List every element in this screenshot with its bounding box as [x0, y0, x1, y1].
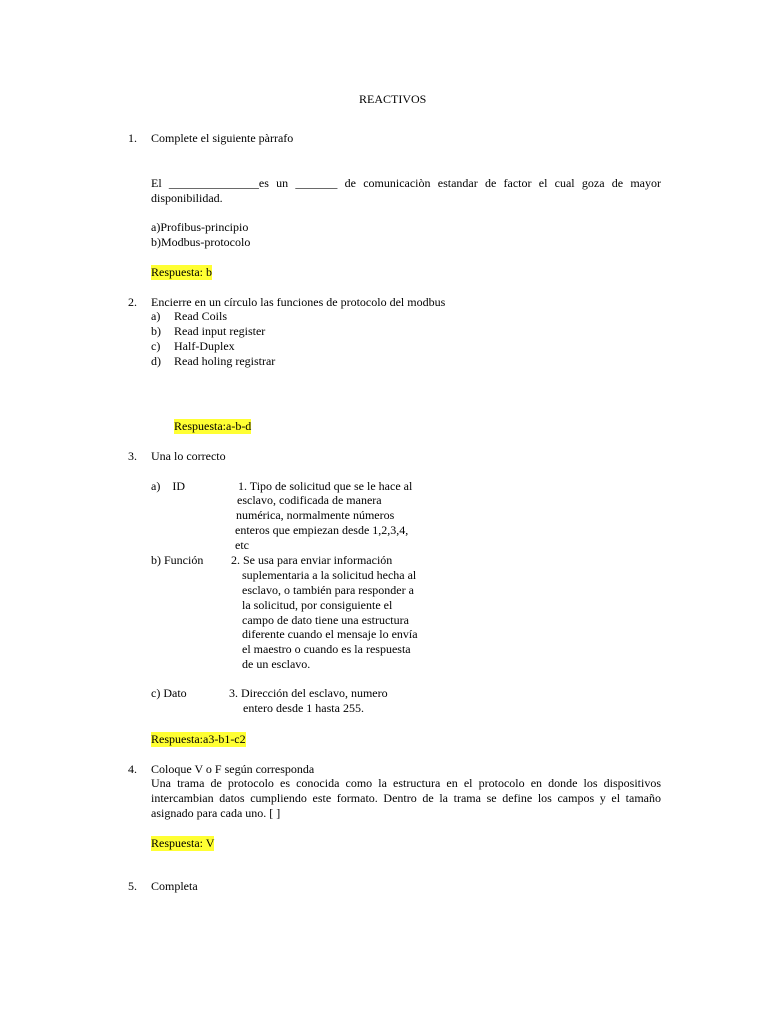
q5-prompt: Completa	[151, 879, 198, 893]
q2-option-letter-b: b)	[151, 324, 161, 338]
q3-def1-line1: 1. Tipo de solicitud que se le hace al	[238, 479, 413, 493]
q3-def2-line4: la solicitud, por consiguiente el	[242, 598, 393, 612]
q3-def3-line1: 3. Dirección del esclavo, numero	[229, 686, 388, 700]
q3-def2-line3: esclavo, o también para responder a	[242, 583, 414, 597]
q2-option-letter-c: c)	[151, 339, 161, 353]
q4-text-line1: Una trama de protocolo es conocida como la estructura en el protocolo en donde los dispositivos	[151, 776, 661, 790]
q2-option-a: Read Coils	[174, 309, 227, 323]
q3-left-a: a) ID	[151, 479, 185, 493]
q1-number: 1.	[128, 131, 137, 145]
q3-number: 3.	[128, 449, 137, 463]
q1-option-b: b)Modbus-protocolo	[151, 235, 251, 249]
q2-option-letter-a: a)	[151, 309, 161, 323]
q3-def1-line2: esclavo, codificada de manera	[237, 493, 382, 507]
q3-def1-line5: etc	[235, 538, 249, 552]
q3-prompt: Una lo correcto	[151, 449, 226, 463]
q3-left-b: b) Función	[151, 553, 204, 567]
q3-def3-line2: entero desde 1 hasta 255.	[243, 701, 364, 715]
q2-number: 2.	[128, 295, 137, 309]
q2-option-b: Read input register	[174, 324, 266, 338]
q4-prompt: Coloque V o F según corresponda	[151, 762, 315, 776]
q3-left-c: c) Dato	[151, 686, 187, 700]
q5-number: 5.	[128, 879, 137, 893]
q1-sentence-line2: disponibilidad.	[151, 191, 223, 205]
q3-def2-line1: 2. Se usa para enviar información	[231, 553, 393, 567]
q4-number: 4.	[128, 762, 137, 776]
page-title: REACTIVOS	[359, 92, 427, 106]
q2-prompt: Encierre en un círculo las funciones de protocolo del modbus	[151, 295, 446, 309]
q2-answer: Respuesta:a-b-d	[174, 419, 252, 433]
q4-text-line2: intercambian datos cumpliendo este formato. Dentro de la trama se define los campos y el tamaño	[151, 791, 661, 805]
q3-def1-line4: enteros que empiezan desde 1,2,3,4,	[235, 523, 409, 537]
q3-answer: Respuesta:a3-b1-c2	[151, 732, 246, 746]
q4-text-line3: asignado para cada uno. [ ]	[151, 806, 281, 820]
q1-sentence-line1: El _______________es un _______ de comunicaciòn estandar de factor el cual goza de mayor	[151, 176, 661, 190]
q2-option-c: Half-Duplex	[174, 339, 235, 353]
q4-answer: Respuesta: V	[151, 836, 215, 850]
q3-def2-line5: campo de dato tiene una estructura	[242, 613, 409, 627]
q3-def2-line2: suplementaria a la solicitud hecha al	[242, 568, 417, 582]
q3-def2-line8: de un esclavo.	[242, 657, 311, 671]
q1-answer: Respuesta: b	[151, 265, 212, 279]
q2-option-d: Read holing registrar	[174, 354, 276, 368]
q3-def1-line3: numérica, normalmente números	[236, 508, 395, 522]
q3-def2-line6: diferente cuando el mensaje lo envía	[242, 627, 418, 641]
q3-def2-line7: el maestro o cuando es la respuesta	[242, 642, 411, 656]
q1-prompt: Complete el siguiente pàrrafo	[151, 131, 294, 145]
q2-option-letter-d: d)	[151, 354, 161, 368]
q1-option-a: a)Profibus-principio	[151, 220, 249, 234]
